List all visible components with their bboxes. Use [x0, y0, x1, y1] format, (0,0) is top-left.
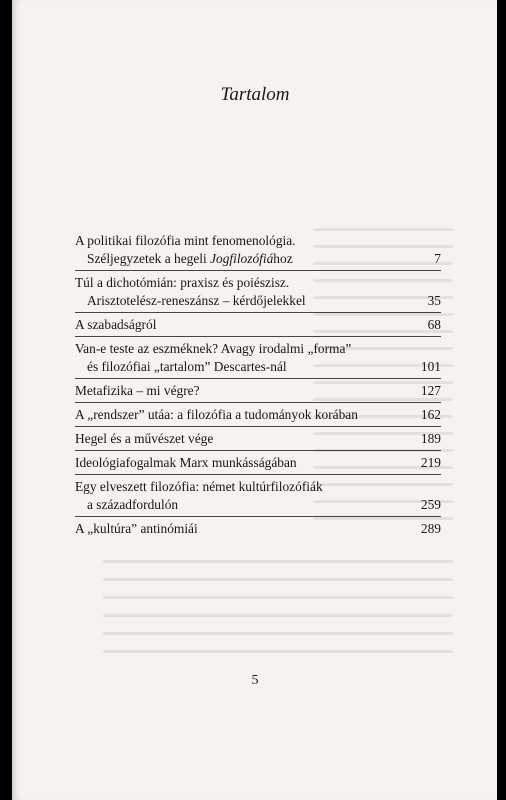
table-of-contents: [75, 232, 441, 538]
toc-entry-title: A politikai filozófia mint fenomenológia.: [75, 233, 296, 248]
toc-entry: [75, 382, 441, 400]
toc-entry: [75, 340, 441, 376]
toc-entry: [75, 454, 441, 472]
toc-divider: [75, 426, 441, 427]
toc-divider: [75, 402, 441, 403]
toc-entry-title: Hegel és a művészet vége: [75, 431, 214, 446]
toc-entry-title: Van-e teste az eszméknek? Avagy irodalmi „forma”: [75, 341, 352, 356]
toc-page-number: 35: [427, 293, 441, 308]
toc-divider: [75, 450, 441, 451]
toc-divider: [75, 312, 441, 313]
toc-entry: [75, 478, 441, 514]
toc-entry: [75, 430, 441, 448]
toc-entry-subtitle: és filozófiai „tartalom” Descartes-nál: [87, 359, 287, 374]
toc-entry: [75, 274, 441, 310]
toc-page-number: 7: [434, 251, 441, 266]
toc-entry-italic-title: Jogfilozófiá: [210, 251, 274, 266]
toc-entry-title: A „rendszer” utáa: a filozófia a tudományok korában: [75, 407, 358, 422]
toc-entry-title: A szabadságról: [75, 317, 157, 332]
toc-divider: [75, 378, 441, 379]
toc-entry: [75, 232, 441, 268]
toc-entry-title: Egy elveszett filozófia: német kultúrfilozófiák: [75, 479, 323, 494]
toc-page-number: 127: [420, 383, 441, 398]
toc-page-number: 162: [420, 407, 441, 422]
toc-page-number: 68: [427, 317, 441, 332]
toc-page-number: 101: [420, 359, 441, 374]
toc-entry: [75, 520, 441, 538]
book-page: [12, 0, 497, 800]
page-title: Tartalom: [220, 84, 290, 105]
toc-entry-title: Túl a dichotómián: praxisz és poiészisz.: [75, 275, 290, 290]
toc-entry-title: Ideológiafogalmak Marx munkásságában: [75, 455, 297, 470]
toc-entry: [75, 406, 441, 424]
toc-page-number: 189: [420, 431, 441, 446]
toc-divider: [75, 516, 441, 517]
toc-divider: [75, 270, 441, 271]
page-number: 5: [251, 673, 259, 688]
toc-entry-subtitle: Széljegyzetek a hegeli Jogfilozófiához: [87, 251, 293, 266]
toc-entry: [75, 316, 441, 334]
toc-page-number: 219: [420, 455, 441, 470]
toc-entry-subtitle: Arisztotelész-reneszánsz – kérdőjelekkel: [87, 293, 306, 308]
toc-entry-title: Metafizika – mi végre?: [75, 383, 200, 398]
toc-divider: [75, 336, 441, 337]
toc-divider: [75, 474, 441, 475]
toc-page-number: 259: [420, 497, 441, 512]
toc-entry-subtitle: a századfordulón: [87, 497, 179, 512]
toc-entry-title: A „kultúra” antinómiái: [75, 521, 198, 536]
bleed-through-lines-lower: [103, 560, 453, 668]
toc-page-number: 289: [420, 521, 441, 536]
